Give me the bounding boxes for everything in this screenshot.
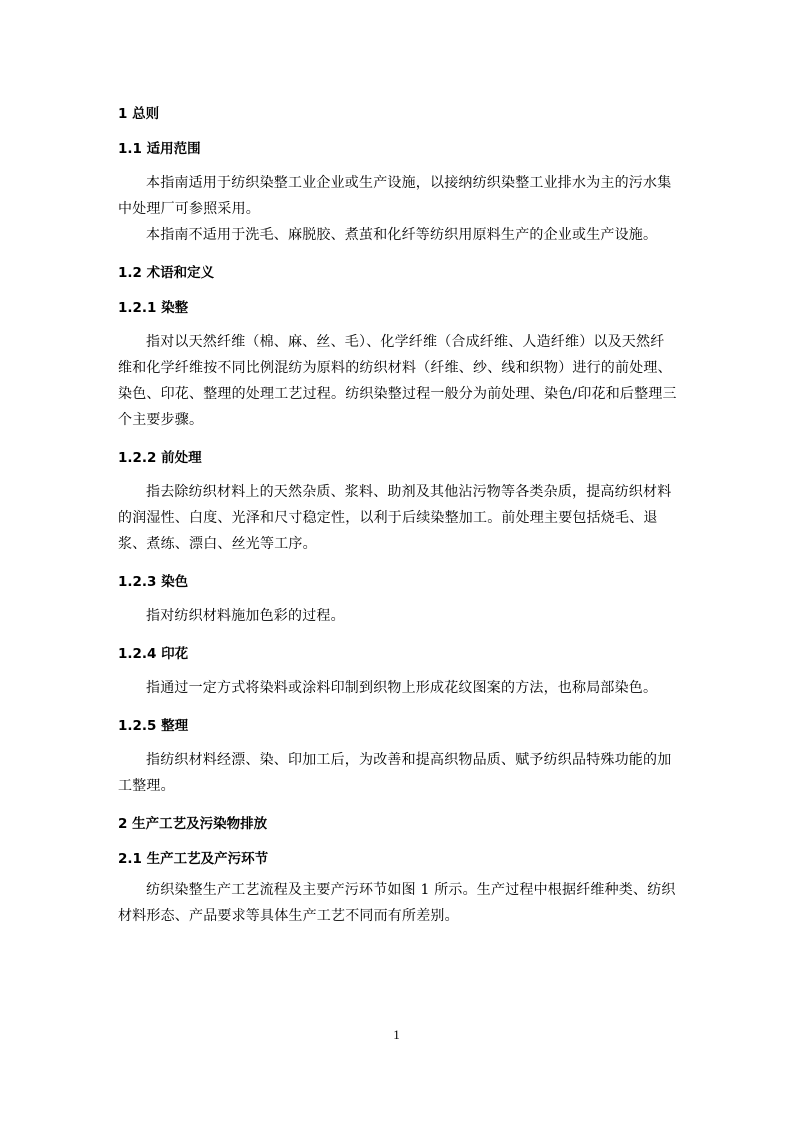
paragraph-1-1-b: 本指南不适用于洗毛、麻脱胶、煮茧和化纤等纺织用原料生产的企业或生产设施。 [146,227,658,243]
section-heading-1: 1 总则 [118,106,160,122]
paragraph-1-2-3: 指对纺织材料施加色彩的过程。 [146,608,345,624]
paragraph-1-2-5: 指纺织材料经漂、染、印加工后，为改善和提高织物品质、赋予纺织品特殊功能的加工整理。 [118,752,672,794]
section-heading-1-2-3: 1.2.3 染色 [118,574,189,590]
section-heading-1-1: 1.1 适用范围 [118,141,201,157]
paragraph-1-2-4: 指通过一定方式将染料或涂料印制到织物上形成花纹图案的方法，也称局部染色。 [146,680,658,696]
section-heading-2: 2 生产工艺及污染物排放 [118,816,268,832]
section-heading-1-2-4: 1.2.4 印花 [118,646,189,662]
page-number: 1 [393,1027,400,1042]
paragraph-1-2-2: 指去除纺织材料上的天然杂质、浆料、助剂及其他沾污物等各类杂质，提高纺织材料的润湿性、白度、光泽和尺寸稳定性，以利于后续染整加工。前处理主要包括烧毛、退浆、煮练、漂白、丝光等工序。 [118,484,672,552]
document-body [118,104,678,929]
paragraph-1-1-a: 本指南适用于纺织染整工业企业或生产设施，以接纳纺织染整工业排水为主的污水集中处理厂可参照采用。 [118,175,672,217]
paragraph-2-1: 纺织染整生产工艺流程及主要产污环节如图 1 所示。生产过程中根据纤维种类、纺织材料形态、产品要求等具体生产工艺不同而有所差别。 [118,882,676,924]
section-heading-1-2: 1.2 术语和定义 [118,265,215,281]
section-heading-1-2-1: 1.2.1 染整 [118,300,189,316]
section-heading-1-2-2: 1.2.2 前处理 [118,450,202,466]
section-heading-1-2-5: 1.2.5 整理 [118,718,189,734]
section-heading-2-1: 2.1 生产工艺及产污环节 [118,851,269,867]
paragraph-1-2-1: 指对以天然纤维（棉、麻、丝、毛）、化学纤维（合成纤维、人造纤维）以及天然纤维和化学纤维按不同比例混纺为原料的纺织材料（纤维、纱、线和织物）进行的前处理、染色、印花、整理的处理工艺过程。纺织染整过程一般分为前处理、染色/印花和后整理三个主要步骤。 [118,334,677,428]
